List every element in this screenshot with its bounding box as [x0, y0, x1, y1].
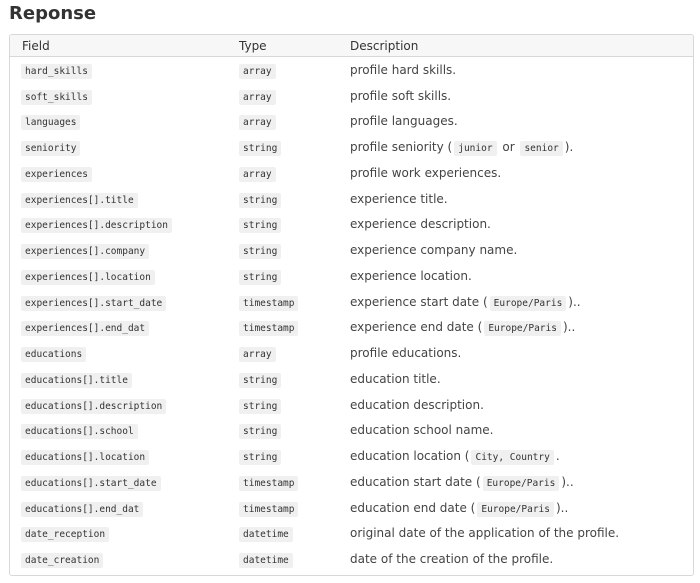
- type-cell: [237, 315, 344, 341]
- field-type: string: [239, 450, 281, 465]
- table-row: [10, 366, 693, 392]
- description-cell: [344, 546, 693, 572]
- field-cell: [10, 186, 237, 212]
- field-type: datetime: [239, 553, 293, 568]
- description-text: education school name.: [350, 423, 494, 438]
- field-name: hard_skills: [21, 64, 92, 79]
- description-text: education title.: [350, 371, 441, 386]
- field-type: string: [239, 244, 281, 259]
- table-row: [10, 186, 693, 212]
- table-row: [10, 134, 693, 160]
- field-cell: [10, 289, 237, 315]
- description-text: experience location.: [350, 268, 472, 283]
- description-text: profile educations.: [350, 346, 462, 361]
- description-text: profile hard skills.: [350, 62, 457, 77]
- column-header-description: Description: [344, 35, 693, 57]
- field-name: date_creation: [21, 553, 103, 568]
- description-cell: [344, 212, 693, 238]
- field-cell: [10, 160, 237, 186]
- description-code: Europe/Paris: [484, 321, 561, 336]
- field-cell: [10, 83, 237, 109]
- table-row: [10, 469, 693, 495]
- type-cell: [237, 340, 344, 366]
- description-text: experience title.: [350, 191, 448, 206]
- description-cell: [344, 134, 693, 160]
- table-row: [10, 392, 693, 418]
- description-cell: [344, 315, 693, 341]
- description-cell: [344, 418, 693, 444]
- field-name: experiences: [21, 167, 92, 182]
- field-name: experiences[].location: [21, 270, 155, 285]
- description-text: education location (: [350, 449, 470, 464]
- field-name: date_reception: [21, 527, 109, 542]
- description-cell: [344, 237, 693, 263]
- type-cell: [237, 109, 344, 135]
- field-name: experiences[].company: [21, 244, 149, 259]
- table-row: [10, 160, 693, 186]
- column-header-field: Field: [10, 35, 237, 57]
- table-row: [10, 418, 693, 444]
- field-name: educations[].school: [21, 424, 138, 439]
- table-row: [10, 83, 693, 109]
- description-code: City, Country: [471, 450, 553, 465]
- description-cell: [344, 521, 693, 547]
- field-type: array: [239, 115, 276, 130]
- description-code: Europe/Paris: [483, 476, 560, 491]
- description-text: profile soft skills.: [350, 88, 452, 103]
- field-cell: [10, 237, 237, 263]
- description-cell: [344, 263, 693, 289]
- type-cell: [237, 212, 344, 238]
- description-cell: [344, 289, 693, 315]
- field-cell: [10, 495, 237, 521]
- type-cell: [237, 418, 344, 444]
- type-cell: [237, 83, 344, 109]
- description-text: ).: [564, 140, 574, 155]
- description-text: )..: [568, 294, 581, 309]
- field-type: array: [239, 167, 276, 182]
- table-row: [10, 263, 693, 289]
- description-cell: [344, 340, 693, 366]
- type-cell: [237, 237, 344, 263]
- field-type: string: [239, 373, 281, 388]
- description-cell: [344, 109, 693, 135]
- field-type: array: [239, 347, 276, 362]
- field-name: educations[].title: [21, 373, 132, 388]
- description-text: original date of the application of the profile.: [350, 526, 620, 541]
- field-type: datetime: [239, 527, 293, 542]
- description-cell: [344, 160, 693, 186]
- type-cell: [237, 546, 344, 572]
- field-type: timestamp: [239, 502, 298, 517]
- description-text: date of the creation of the profile.: [350, 552, 554, 567]
- field-name: educations[].location: [21, 450, 149, 465]
- table-body: [10, 57, 693, 573]
- description-cell: [344, 83, 693, 109]
- page-title: Reponse: [9, 3, 97, 24]
- field-cell: [10, 443, 237, 469]
- table-row: [10, 57, 693, 83]
- description-text: profile seniority (: [350, 140, 453, 155]
- field-name: experiences[].title: [21, 193, 138, 208]
- description-text: experience start date (: [350, 294, 488, 309]
- type-cell: [237, 495, 344, 521]
- field-type: timestamp: [239, 476, 298, 491]
- table-row: [10, 521, 693, 547]
- description-text: )..: [561, 474, 574, 489]
- description-text: experience company name.: [350, 243, 518, 258]
- type-cell: [237, 186, 344, 212]
- description-text: education start date (: [350, 474, 481, 489]
- description-code: Europe/Paris: [477, 502, 554, 517]
- description-text: )..: [555, 500, 569, 515]
- type-cell: [237, 160, 344, 186]
- field-cell: [10, 546, 237, 572]
- table-row: [10, 495, 693, 521]
- field-cell: [10, 263, 237, 289]
- field-cell: [10, 521, 237, 547]
- table-row: [10, 443, 693, 469]
- field-type: string: [239, 424, 281, 439]
- field-cell: [10, 392, 237, 418]
- field-type: string: [239, 399, 281, 414]
- table-row: [10, 289, 693, 315]
- field-name: experiences[].end_dat: [21, 321, 149, 336]
- table-row: [10, 212, 693, 238]
- table-row: [10, 546, 693, 572]
- column-header-type: Type: [237, 35, 344, 57]
- description-text: education description.: [350, 397, 484, 412]
- field-name: soft_skills: [21, 90, 92, 105]
- description-code: senior: [520, 141, 562, 156]
- field-name: seniority: [21, 141, 80, 156]
- table-header-row: [10, 35, 693, 57]
- description-text: or: [498, 140, 519, 155]
- description-text: experience description.: [350, 217, 491, 232]
- field-type: string: [239, 270, 281, 285]
- description-text: )..: [562, 320, 576, 335]
- field-type: timestamp: [239, 296, 298, 311]
- field-type: array: [239, 90, 276, 105]
- field-cell: [10, 212, 237, 238]
- field-name: educations[].end_dat: [21, 502, 143, 517]
- field-type: string: [239, 193, 281, 208]
- table-row: [10, 109, 693, 135]
- description-cell: [344, 186, 693, 212]
- field-cell: [10, 315, 237, 341]
- type-cell: [237, 263, 344, 289]
- description-text: education end date (: [350, 500, 476, 515]
- type-cell: [237, 521, 344, 547]
- type-cell: [237, 392, 344, 418]
- description-text: experience end date (: [350, 320, 483, 335]
- table-row: [10, 340, 693, 366]
- type-cell: [237, 366, 344, 392]
- field-cell: [10, 109, 237, 135]
- field-cell: [10, 366, 237, 392]
- field-cell: [10, 469, 237, 495]
- field-name: languages: [21, 115, 80, 130]
- description-cell: [344, 57, 693, 83]
- field-name: experiences[].start_date: [21, 296, 166, 311]
- field-name: educations[].start_date: [21, 476, 161, 491]
- description-cell: [344, 366, 693, 392]
- field-name: educations[].description: [21, 399, 166, 414]
- description-cell: [344, 443, 693, 469]
- field-type: string: [239, 141, 281, 156]
- field-cell: [10, 57, 237, 83]
- type-cell: [237, 134, 344, 160]
- field-cell: [10, 418, 237, 444]
- description-text: .: [555, 449, 560, 464]
- description-cell: [344, 495, 693, 521]
- description-cell: [344, 392, 693, 418]
- description-code: Europe/Paris: [490, 296, 567, 311]
- field-cell: [10, 340, 237, 366]
- field-cell: [10, 134, 237, 160]
- type-cell: [237, 443, 344, 469]
- type-cell: [237, 57, 344, 83]
- field-name: experiences[].description: [21, 218, 172, 233]
- description-code: junior: [454, 141, 496, 156]
- field-type: string: [239, 218, 281, 233]
- field-name: educations: [21, 347, 86, 362]
- description-text: profile languages.: [350, 114, 458, 129]
- description-cell: [344, 469, 693, 495]
- field-type: timestamp: [239, 321, 298, 336]
- table-row: [10, 237, 693, 263]
- field-type: array: [239, 64, 276, 79]
- type-cell: [237, 469, 344, 495]
- description-text: profile work experiences.: [350, 165, 502, 180]
- type-cell: [237, 289, 344, 315]
- table-row: [10, 315, 693, 341]
- response-table: [9, 34, 694, 576]
